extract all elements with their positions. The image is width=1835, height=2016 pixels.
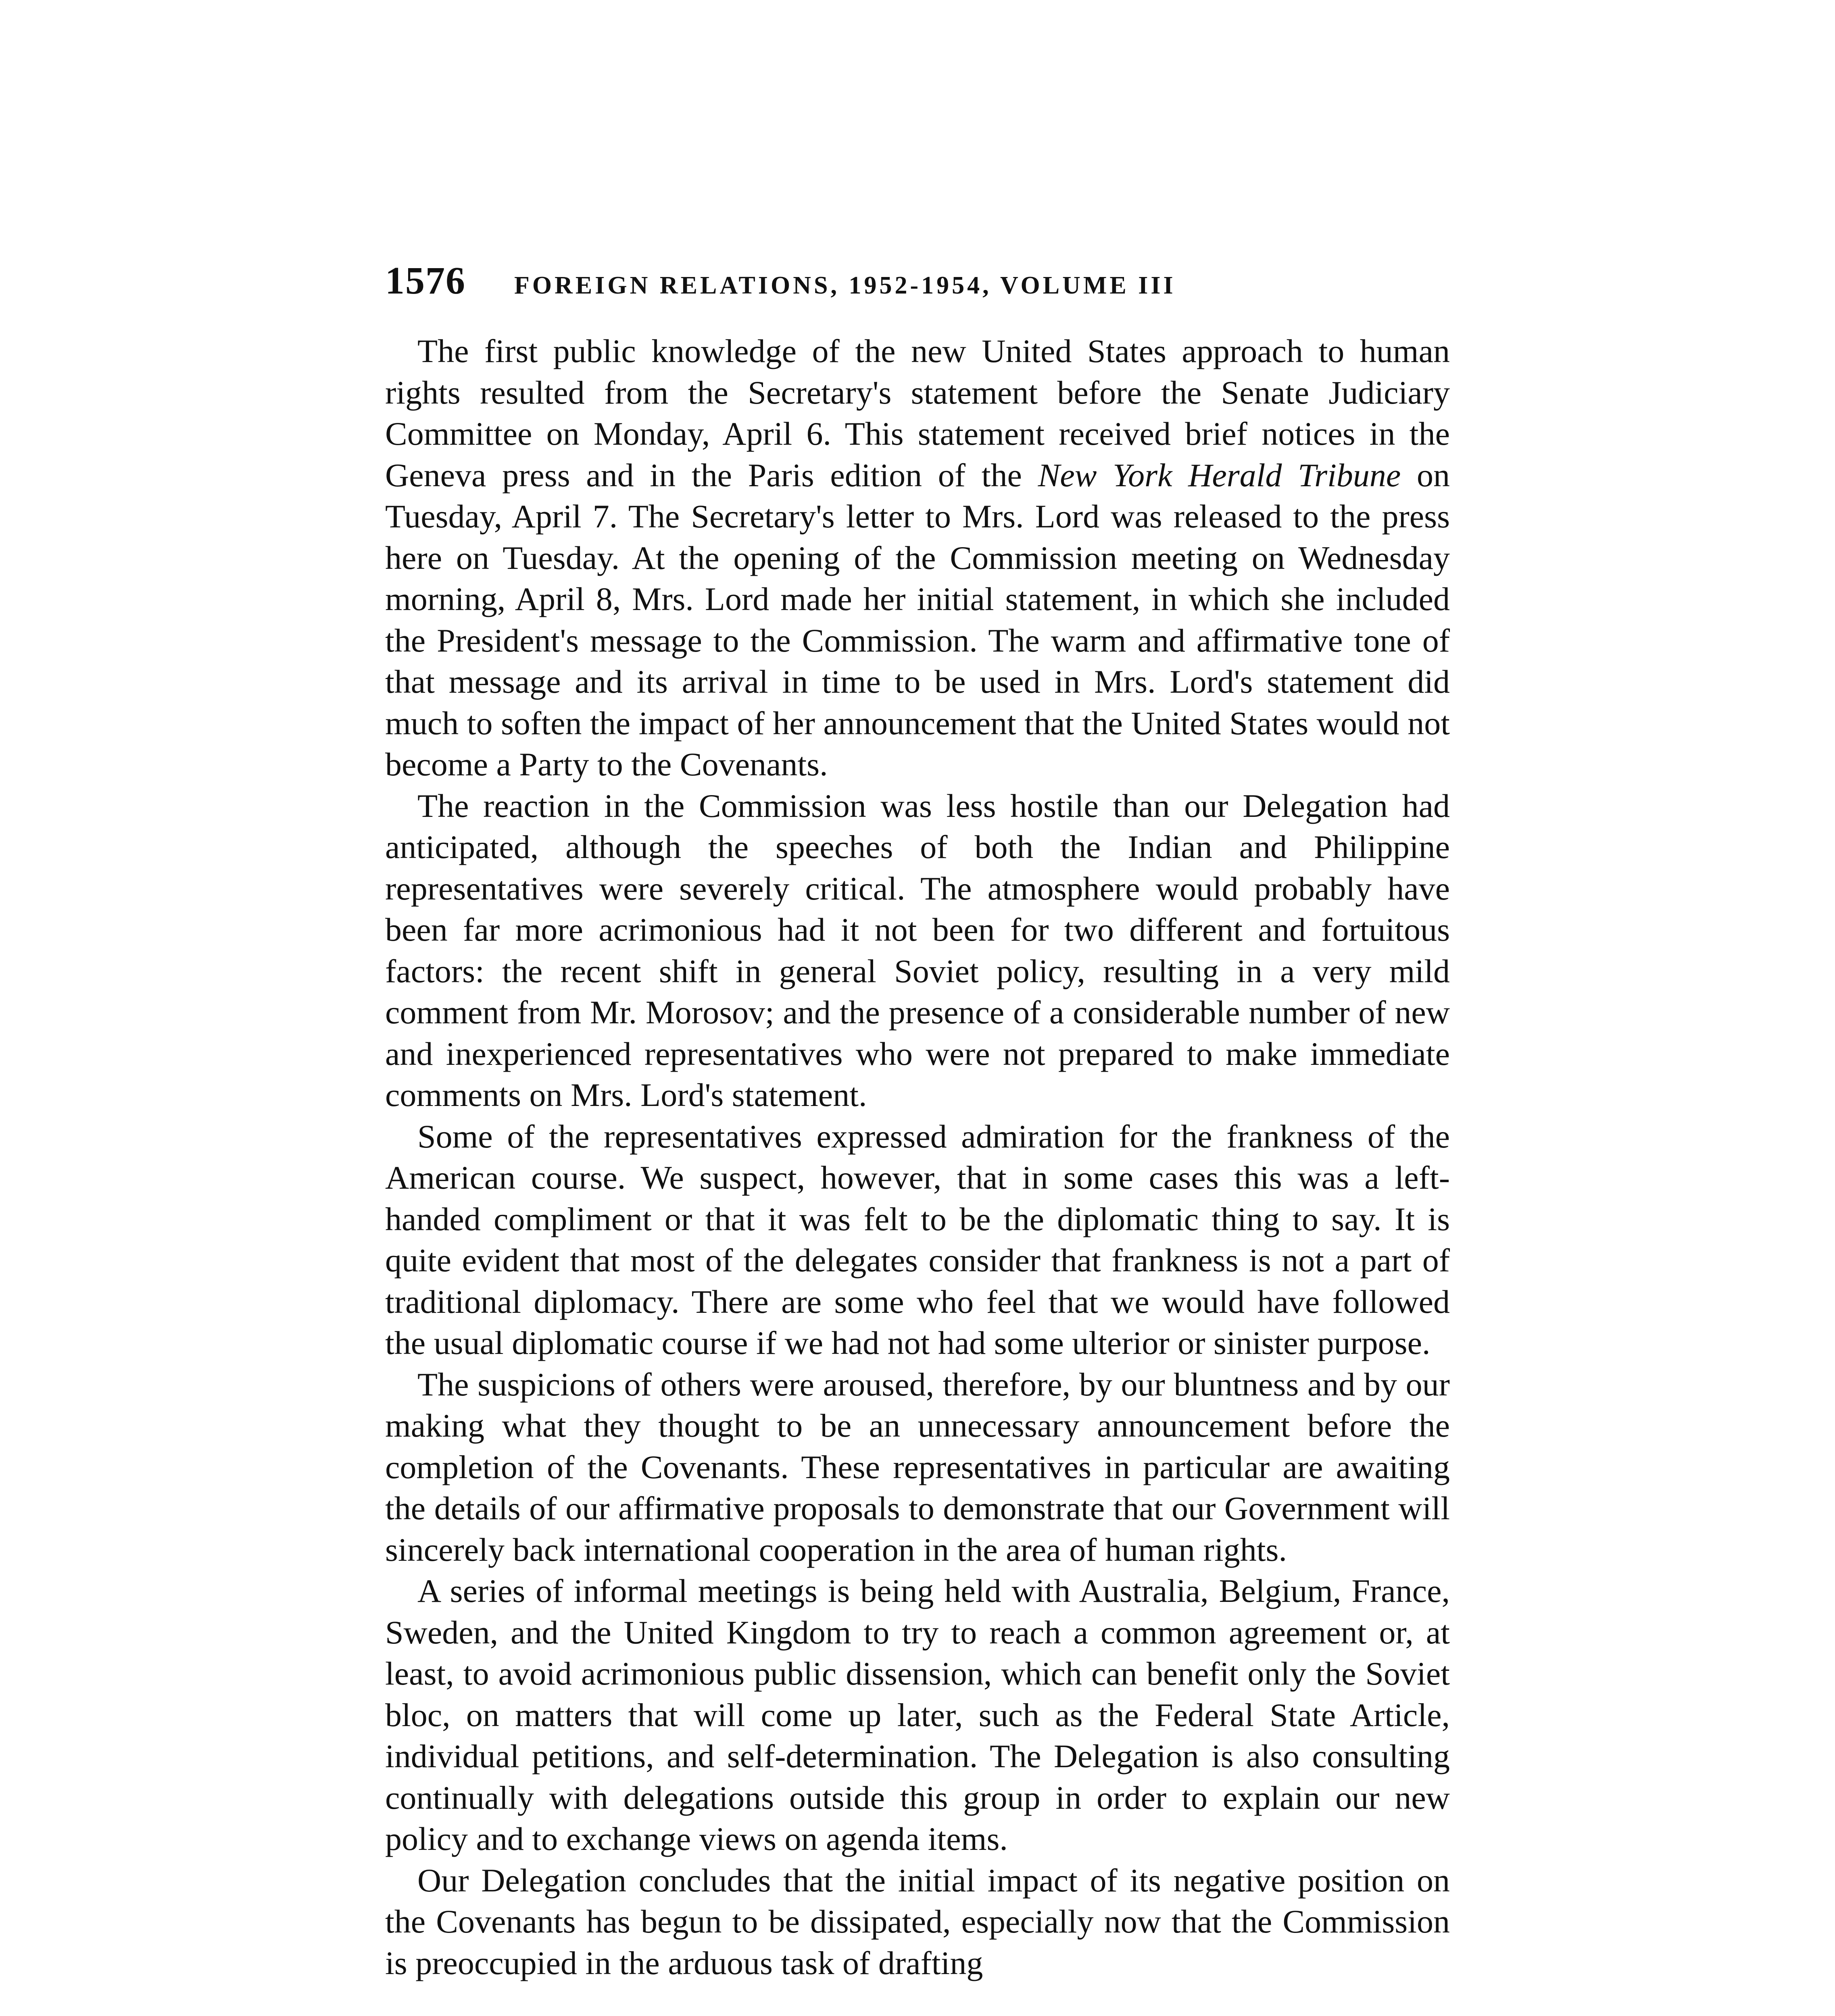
paragraph-5: A series of informal meetings is being held with Australia, Belgium, France, Sweden, and the United Kingdom to try to reach a common agreement or, at least, to avoid acrimonious public dissension, which can benefit only the Soviet bloc, on matters that will come up later, such as the Federal State Article, individual petitions, and self-determination. The Delegation is also consulting continually with delegations outside this group in order to explain our new policy and to exchange views on agenda items. — [385, 1572, 1450, 1857]
page-number: 1576 — [385, 259, 466, 302]
body-text — [385, 331, 1450, 1984]
paragraph-1-text-b: on Tuesday, April 7. The Secretary's letter to Mrs. Lord was released to the press here on Tuesday. At the opening of the Commission meeting on Wednesday morning, April 8, Mrs. Lord made her initial statement, in which she included the President's message to the Commission. The warm and affirmative tone of that message and its arrival in time to be used in Mrs. Lord's statement did much to soften the impact of her announcement that the United States would not become a Party to the Covenants. — [385, 456, 1450, 783]
paragraph-4: The suspicions of others were aroused, therefore, by our bluntness and by our making what they thought to be an unnecessary announcement before the completion of the Covenants. These representatives in particular are awaiting the details of our affirmative proposals to demonstrate that our Government will sincerely back international cooperation in the area of human rights. — [385, 1366, 1450, 1568]
running-head: FOREIGN RELATIONS, 1952-1954, VOLUME III — [514, 272, 1176, 299]
paragraph-1-text-a: The first public knowledge of the new United States approach to human rights resulted from the Secretary's statement before the Senate Judiciary Committee on Monday, April 6. This statement received brief notices in the Geneva press and in the Paris edition of the — [385, 333, 1450, 494]
newspaper-title: New York Herald Tribune — [1038, 456, 1401, 494]
paragraph-1 — [385, 331, 1450, 785]
paragraph-6: Our Delegation concludes that the initial impact of its negative position on the Covenants has begun to be dissipated, especially now that the Commission is preoccupied in the arduous task of drafting — [385, 1862, 1450, 1981]
page-header — [385, 258, 1474, 314]
paragraph-2: The reaction in the Commission was less hostile than our Delegation had anticipated, although the speeches of both the Indian and Philippine representatives were severely critical. The atmosphere would probably have been far more acrimonious had it not been for two different and fortuitous factors: the recent shift in general Soviet policy, resulting in a very mild comment from Mr. Morosov; and the presence of a considerable number of new and inexperienced representatives who were not prepared to make immediate comments on Mrs. Lord's statement. — [385, 787, 1450, 1113]
paragraph-3: Some of the representatives expressed admiration for the frankness of the American course. We suspect, however, that in some cases this was a left-handed compliment or that it was felt to be the diplomatic thing to say. It is quite evident that most of the delegates consider that frankness is not a part of traditional diplomacy. There are some who feel that we would have followed the usual diplomatic course if we had not had some ulterior or sinister purpose. — [385, 1118, 1450, 1361]
